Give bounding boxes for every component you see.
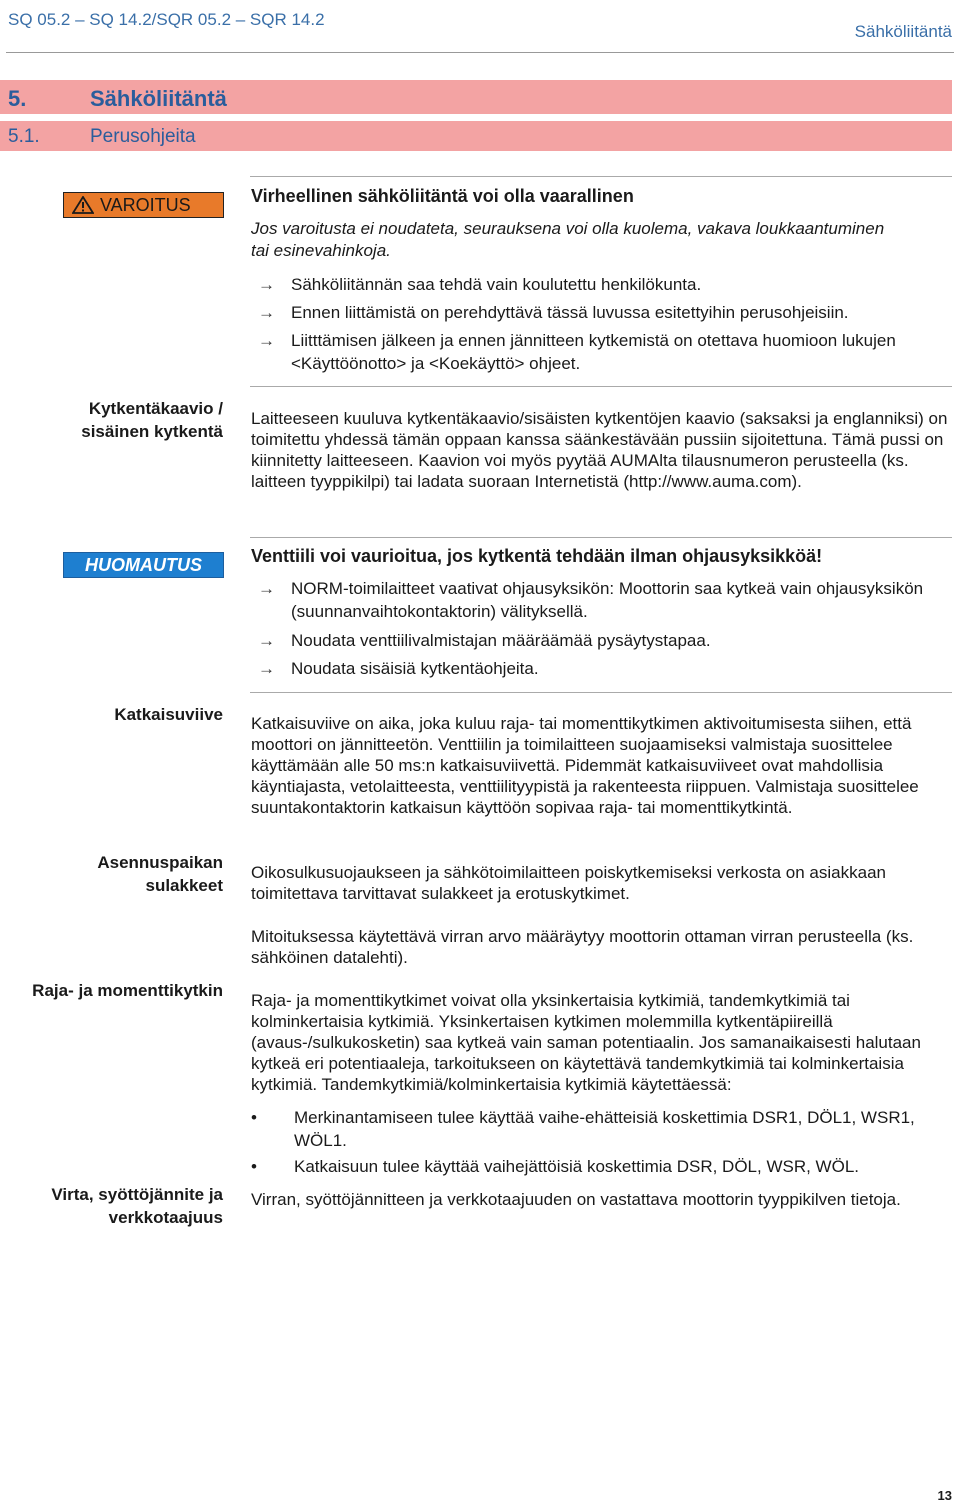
wiring-label-line1: Kytkentäkaavio / — [88, 399, 223, 418]
switches-item-text: Merkinantamiseen tulee käyttää vaihe-ehätteisiä koskettimia DSR1, DÖL1, WSR1, WÖL1. — [294, 1108, 915, 1150]
supply-text: Virran, syöttöjännitteen ja verkkotaajuuden on vastattava moottorin tyyppikilven tietoja. — [251, 1190, 901, 1209]
delay-text: Katkaisuviive on aika, joka kuluu raja- tai momenttikytkimen aktivoitumisesta siihen, että moottori on jännitteetön. Venttiilin ja toimilaitteen suojaamiseksi valmistaja suosittelee käyttämään alle 50 ms:n katkaisuviivettä. Pidemmät katkaisuviiveet ovat mahdollisia käyntiajasta, vetolaitteesta, venttiilityypistä ja rakenteesta riippuen. Valmistaja suosittelee suuntakontaktorin katkaisun käyttöön sopivaa raja- tai momenttikytkintä. — [251, 714, 919, 817]
supply-label — [0, 1183, 223, 1229]
chapter-title: Sähköliitäntä — [90, 86, 227, 111]
page-number: 13 — [937, 1488, 952, 1503]
header-model-line: SQ 05.2 – SQ 14.2/SQR 05.2 – SQR 14.2 — [8, 10, 325, 29]
separator — [250, 176, 952, 177]
arrow-icon: → — [258, 303, 275, 322]
switches-text: Raja- ja momenttikytkimet voivat olla yksinkertaisia kytkimiä, tandemkytkimiä tai kolminkertaisia kytkimiä. Yksinkertaisen kytkimen molemmilla kytkentäpiireillä (avaus-/sulkukosketin) saa kytkeä vain saman potentiaalin. Jos samanaikaisesti halutaan kytkeä eri potentiaaleja, tarkoitukseen on käytettävä tandemkytkimiä tai kolminkertaisia kytkimiä. Tandemkytkimiä/kolminkertaisia kytkimiä käytettäessä: — [251, 991, 921, 1094]
warning-item-text: Ennen liittämistä on perehdyttävä tässä luvussa esitettyihin perusohjeisiin. — [291, 303, 849, 322]
chapter-heading — [0, 80, 952, 114]
notice-badge-label: HUOMAUTUS — [85, 555, 202, 575]
wiring-label-line2: sisäinen kytkentä — [81, 422, 223, 441]
switches-label: Raja- ja momenttikytkin — [32, 981, 223, 1000]
warning-badge — [63, 192, 224, 218]
wiring-label — [0, 397, 223, 443]
chapter-number: 5. — [8, 86, 27, 111]
delay-label: Katkaisuviive — [114, 705, 223, 724]
bullet-icon: • — [251, 1157, 257, 1176]
notice-item-text: Noudata venttiilivalmistajan määräämää pysäytystapaa. — [291, 631, 711, 650]
notice-badge — [63, 552, 224, 578]
supply-label-line2: verkkotaajuus — [108, 1208, 223, 1227]
subchapter-title: Perusohjeita — [90, 126, 196, 147]
fuses-text-1: Oikosulkusuojaukseen ja sähkötoimilaitteen poiskytkemiseksi verkosta on asiakkaan toimitettava tarvittavat sulakkeet ja erotuskytkimet. — [251, 863, 886, 903]
notice-item-text: NORM-toimilaitteet vaativat ohjausyksikön: Moottorin saa kytkeä vain ohjausyksikön (suunnanvaihtokontaktorin) välityksellä. — [291, 579, 924, 621]
fuses-label — [0, 851, 223, 897]
warning-triangle-icon — [72, 196, 94, 214]
header-section-name: Sähköliitäntä — [854, 22, 952, 41]
fuses-label-line1: Asennuspaikan — [97, 853, 223, 872]
header-rule — [6, 52, 954, 53]
arrow-icon: → — [258, 659, 275, 678]
switches-item-text: Katkaisuun tulee käyttää vaihejättöisiä koskettimia DSR, DÖL, WSR, WÖL. — [294, 1157, 860, 1176]
wiring-text: Laitteeseen kuuluva kytkentäkaavio/sisäisten kytkentöjen kaavio (saksaksi ja englanniksi) on toimitettu yhdessä tämän oppaan kanssa säänkestävään pussiin sijoitettuna. Tämä pussi on kiinnitetty laitteeseen. Kaavion voi myös pyytää AUMAlta tilausnumeron perusteella (ks. laitteen tyyppikilpi) tai ladata suoraan Internetistä (http://www.auma.com). — [251, 409, 948, 491]
arrow-icon: → — [258, 275, 275, 294]
notice-item-text: Noudata sisäisiä kytkentäohjeita. — [291, 659, 539, 678]
warning-item-text: Sähköliitännän saa tehdä vain koulutettu henkilökunta. — [291, 275, 702, 294]
warning-consequence-line1: Jos varoitusta ei noudateta, seurauksena voi olla kuolema, vakava loukkaantuminen — [251, 219, 885, 238]
subchapter-heading — [0, 121, 952, 151]
warning-item-text: Liitttämisen jälkeen ja ennen jännitteen kytkemistä on otettava huomioon lukujen <Käyttöönotto> ja <Koekäyttö> ohjeet. — [291, 331, 896, 373]
warning-consequence-line2: tai esinevahinkoja. — [251, 241, 391, 260]
arrow-icon: → — [258, 631, 275, 650]
subchapter-number: 5.1. — [8, 126, 40, 147]
warning-badge-label: VAROITUS — [100, 195, 191, 215]
arrow-icon: → — [258, 331, 275, 350]
separator — [250, 386, 952, 387]
arrow-icon: → — [258, 579, 275, 598]
notice-title: Venttiili voi vaurioitua, jos kytkentä tehdään ilman ohjausyksikköä! — [251, 546, 823, 566]
bullet-icon: • — [251, 1108, 257, 1127]
separator — [250, 692, 952, 693]
supply-label-line1: Virta, syöttöjännite ja — [51, 1185, 223, 1204]
warning-title: Virheellinen sähköliitäntä voi olla vaarallinen — [251, 186, 634, 206]
separator — [250, 537, 952, 538]
fuses-label-line2: sulakkeet — [145, 876, 223, 895]
fuses-text-2: Mitoituksessa käytettävä virran arvo määräytyy moottorin ottaman virran perusteella (ks. sähköinen datalehti). — [251, 927, 914, 967]
